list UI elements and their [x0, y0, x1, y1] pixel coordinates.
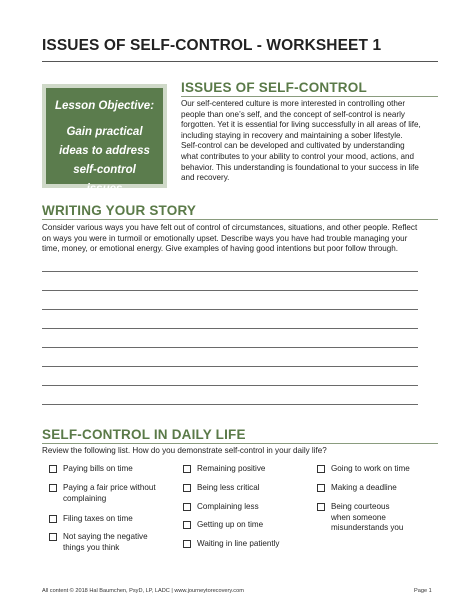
- paragraph-line: Our self-centered culture is more interested in controlling other: [181, 99, 406, 108]
- checklist-label: Complaining less: [197, 502, 259, 511]
- issues-heading-rule: [181, 96, 438, 97]
- checkbox[interactable]: [183, 540, 191, 548]
- checklist-label: Getting up on time: [197, 520, 264, 529]
- writing-line[interactable]: [42, 347, 418, 348]
- objective-line: self-control issues: [73, 164, 136, 195]
- paragraph-line: including staying in recovery and maintaining a sober lifestyle.: [181, 130, 403, 140]
- writing-line[interactable]: [42, 328, 418, 329]
- checkbox[interactable]: [183, 503, 191, 511]
- paragraph-line: Consider various ways you have felt out of control of circumstances, situations, and other people. Reflect: [42, 223, 418, 232]
- paragraph-line: what contributes to your ability to control your mood, actions, and: [181, 151, 415, 161]
- paragraph-line: behavior. This understanding is foundational to your success in life: [181, 162, 419, 172]
- checklist-label: Not saying the negative things you think: [63, 532, 148, 552]
- writing-line[interactable]: [42, 366, 418, 367]
- checkbox[interactable]: [49, 515, 57, 523]
- writing-line[interactable]: [42, 290, 418, 291]
- paragraph-line: Self-control can be developed and cultivated by understanding: [181, 141, 405, 151]
- title-divider: [42, 61, 438, 62]
- paragraph-line: on ways you were in turmoil or emotionally upset. Describe ways you have had trouble managing your: [42, 233, 408, 243]
- checkbox[interactable]: [183, 465, 191, 473]
- checklist-label: Remaining positive: [197, 464, 266, 473]
- checkbox[interactable]: [49, 533, 57, 541]
- checklist-label: Paying a fair price without complaining: [63, 483, 156, 503]
- story-heading-rule: [42, 219, 438, 220]
- writing-line[interactable]: [42, 271, 418, 272]
- footer-copyright: All content © 2018 Hal Baumchen, PsyD, LP, LADC | www.journeytorecovery.com: [42, 588, 244, 594]
- lesson-objective-heading: Lesson Objective:: [54, 100, 155, 112]
- daily-heading: SELF-CONTROL IN DAILY LIFE: [42, 427, 246, 442]
- checkbox[interactable]: [317, 484, 325, 492]
- paragraph-line: people than one’s self, and the concept of self-control is nearly: [181, 109, 405, 119]
- checklist-label: Being less critical: [197, 483, 260, 492]
- checkbox[interactable]: [317, 503, 325, 511]
- checklist-label: Paying bills on time: [63, 464, 133, 473]
- writing-line[interactable]: [42, 385, 418, 386]
- issues-paragraph: [181, 99, 421, 184]
- paragraph-line: and recovery.: [181, 173, 230, 183]
- checkbox[interactable]: [183, 484, 191, 492]
- checklist-label: Being courteous when someone misunderstands you: [331, 502, 404, 533]
- daily-heading-rule: [42, 443, 438, 444]
- checkbox[interactable]: [183, 521, 191, 529]
- checklist-label: Filing taxes on time: [63, 514, 133, 523]
- checklist-label: Going to work on time: [331, 464, 410, 473]
- writing-line[interactable]: [42, 309, 418, 310]
- issues-heading: ISSUES OF SELF-CONTROL: [181, 80, 367, 95]
- checklist-label: Waiting in line patiently: [197, 539, 280, 548]
- checkbox[interactable]: [49, 484, 57, 492]
- story-prompt: [42, 223, 417, 255]
- checklist-label: Making a deadline: [331, 483, 397, 492]
- paragraph-line: forgotten. Yet it is essential for living successfully in all areas of life,: [181, 120, 421, 130]
- writing-line[interactable]: [42, 404, 418, 405]
- footer-page-number: Page 1: [414, 588, 432, 594]
- checkbox[interactable]: [317, 465, 325, 473]
- daily-intro-text: Review the following list. How do you demonstrate self-control in your daily life?: [42, 446, 327, 455]
- daily-intro: [42, 446, 327, 457]
- lesson-objective-box: [42, 84, 167, 195]
- lesson-objective-text: [54, 123, 155, 199]
- objective-line: Gain practical: [66, 126, 143, 138]
- objective-line: ideas to address: [59, 145, 150, 157]
- story-heading: WRITING YOUR STORY: [42, 203, 197, 218]
- checkbox[interactable]: [49, 465, 57, 473]
- paragraph-line: time, money, or emotional energy. Give examples of having good intentions but poor follow through.: [42, 244, 399, 254]
- page-title: ISSUES OF SELF-CONTROL - WORKSHEET 1: [42, 37, 382, 54]
